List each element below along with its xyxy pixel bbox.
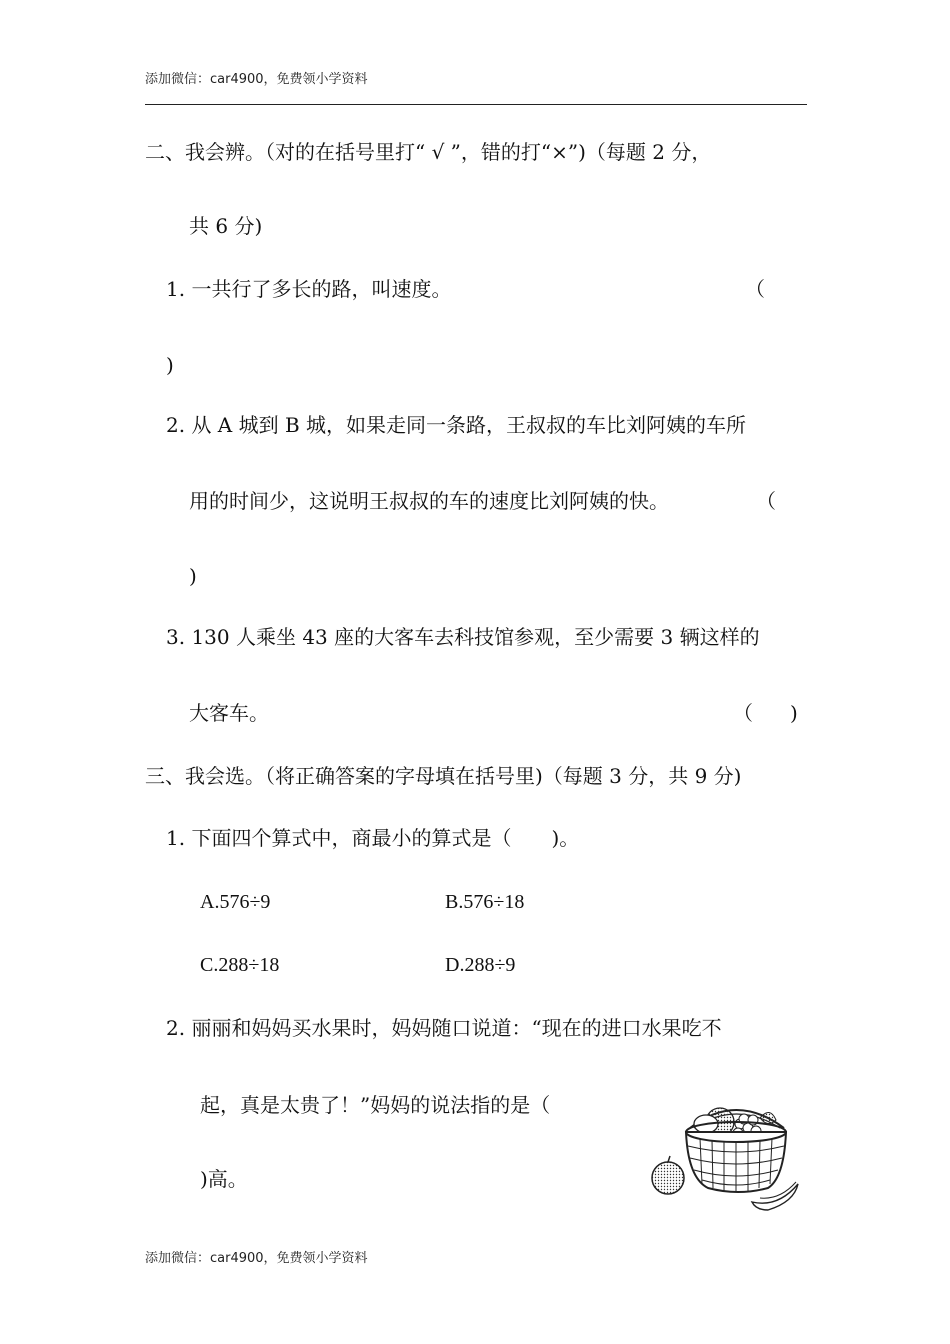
option-a: A.576÷9 [200, 891, 271, 913]
answer-open-paren: （ [745, 277, 765, 301]
answer-open-paren: （ [733, 701, 753, 725]
answer-close-paren: ) [790, 701, 798, 725]
footer-text: 添加微信：car4900，免费领小学资料 [145, 1251, 368, 1266]
question-2-2-line2: 用的时间少，这说明王叔叔的车的速度比刘阿姨的快。 [189, 489, 669, 513]
fruit-basket-icon [648, 1098, 808, 1216]
option-c: C.288÷18 [200, 954, 280, 976]
section2-title-line1: 二、我会辨。（对的在括号里打“ √ ”，错的打“×”)（每题 2 分， [145, 140, 712, 164]
question-2-1-text: 1. 一共行了多长的路，叫速度。 [166, 277, 452, 301]
option-b: B.576÷18 [445, 891, 525, 913]
question-3-1-text: 1. 下面四个算式中，商最小的算式是（ )。 [166, 826, 580, 850]
section2-title-line2: 共 6 分) [189, 214, 263, 238]
header-text: 添加微信：car4900，免费领小学资料 [145, 72, 368, 87]
question-2-3-line2: 大客车。 [189, 701, 269, 725]
question-2-2-line1: 2. 从 A 城到 B 城，如果走同一条路，王叔叔的车比刘阿姨的车所 [166, 413, 747, 437]
option-d: D.288÷9 [445, 954, 516, 976]
question-3-2-line2: 起，真是太贵了！”妈妈的说法指的是（ [200, 1093, 551, 1117]
question-3-2-line1: 2. 丽丽和妈妈买水果时，妈妈随口说道：“现在的进口水果吃不 [166, 1016, 722, 1040]
header-rule [145, 104, 807, 105]
section3-title: 三、我会选。（将正确答案的字母填在括号里)（每题 3 分，共 9 分) [145, 764, 742, 788]
answer-close-paren: ) [166, 353, 174, 377]
question-3-2-line3: )高。 [200, 1167, 248, 1191]
answer-close-paren: ) [189, 564, 197, 588]
answer-open-paren: （ [756, 489, 776, 513]
question-2-3-line1: 3. 130 人乘坐 43 座的大客车去科技馆参观，至少需要 3 辆这样的 [166, 625, 760, 649]
